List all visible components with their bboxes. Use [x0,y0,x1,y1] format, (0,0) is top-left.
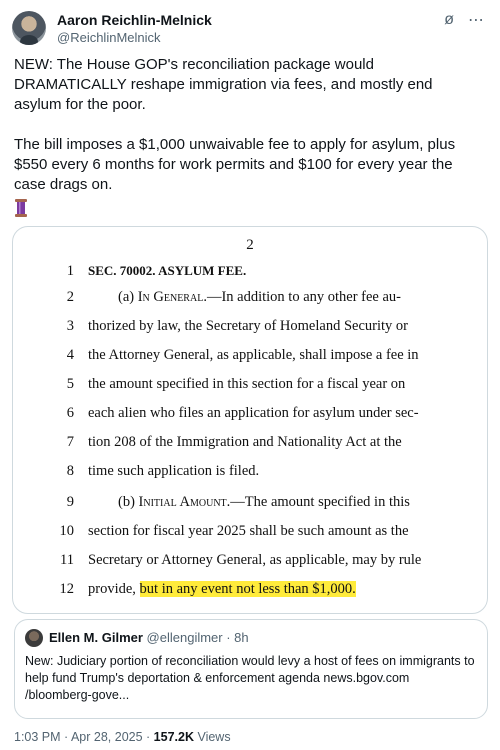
post-footer [14,730,231,744]
doc-line [13,552,487,574]
line-text: SEC. 70002. ASYLUM FEE. [88,263,247,278]
quoted-author-handle: @ellengilmer [146,630,223,645]
author-handle[interactable]: @ReichlinMelnick [57,30,161,45]
doc-line [13,289,487,311]
views-label: Views [193,730,231,744]
post-text [14,55,480,215]
author-name[interactable]: Aaron Reichlin-Melnick [57,12,212,28]
line-text: provide, but in any event not less than $1,000. [88,581,356,597]
quoted-author-name: Ellen M. Gilmer [49,630,143,645]
bill-document-image[interactable] [12,226,488,614]
doc-line [13,494,487,516]
post-paragraph-2: The bill imposes a $1,000 unwaivable fee to apply for asylum, plus $550 every 6 months for work permits and $100 for every year the case drags on. [14,136,456,193]
line-number: 9 [66,494,74,510]
doc-line [13,463,487,485]
line-text: section for fiscal year 2025 shall be such amount as the [88,523,409,539]
author-avatar[interactable] [12,11,46,45]
line-number: 3 [66,318,74,334]
line-number: 12 [59,581,74,597]
line-number: 11 [60,552,74,568]
doc-line [13,581,487,603]
more-options-icon[interactable]: ⋯ [468,12,484,29]
doc-line [13,376,487,398]
quoted-post-text: New: Judiciary portion of reconciliation would levy a host of fees on immigrants to help fund Trump's deportation & enforcement agenda news.bgov.com /bloomberg-gove... [25,654,475,702]
highlighted-text: but in any event not less than $1,000. [139,581,356,597]
line-text: the Attorney General, as applicable, shall impose a fee in [88,347,419,363]
doc-line [13,263,487,285]
header-actions [444,10,484,30]
quoted-post[interactable] [14,619,488,719]
quoted-post-header [49,630,249,645]
line-text: time such application is filed. [88,463,260,479]
doc-line [13,318,487,340]
line-text: (a) In General.—In addition to any other fee au- [118,289,402,305]
line-number: 1 [66,263,74,279]
line-text: the amount specified in this section for a fiscal year on [88,376,406,392]
line-text: tion 208 of the Immigration and Nationality Act at the [88,434,402,450]
line-number: 2 [66,289,74,305]
quoted-author-avatar [25,629,43,647]
line-number: 8 [66,463,74,479]
doc-line [13,523,487,545]
post-timestamp[interactable]: 1:03 PM · Apr 28, 2025 · [14,730,154,744]
post-paragraph-1: NEW: The House GOP's reconciliation package would DRAMATICALLY reshape immigration via fees, and mostly end asylum for the poor. [14,56,433,113]
line-number: 4 [66,347,74,363]
thread-emoji-icon [14,199,28,217]
line-text: each alien who files an application for asylum under sec- [88,405,419,421]
line-text: (b) Initial Amount.—The amount specified in this [118,494,410,510]
line-number: 7 [66,434,74,450]
doc-line [13,347,487,369]
page-number: 2 [246,237,254,253]
line-text: thorized by law, the Secretary of Homeland Security or [88,318,408,334]
quoted-post-time: · 8h [226,630,249,645]
post-header [12,8,488,48]
grok-icon[interactable]: ø [444,11,454,28]
doc-line [13,434,487,456]
line-text: Secretary or Attorney General, as applicable, may by rule [88,552,422,568]
line-number: 10 [59,523,74,539]
views-count: 157.2K [153,730,194,744]
line-number: 6 [66,405,74,421]
doc-line [13,405,487,427]
line-number: 5 [66,376,74,392]
